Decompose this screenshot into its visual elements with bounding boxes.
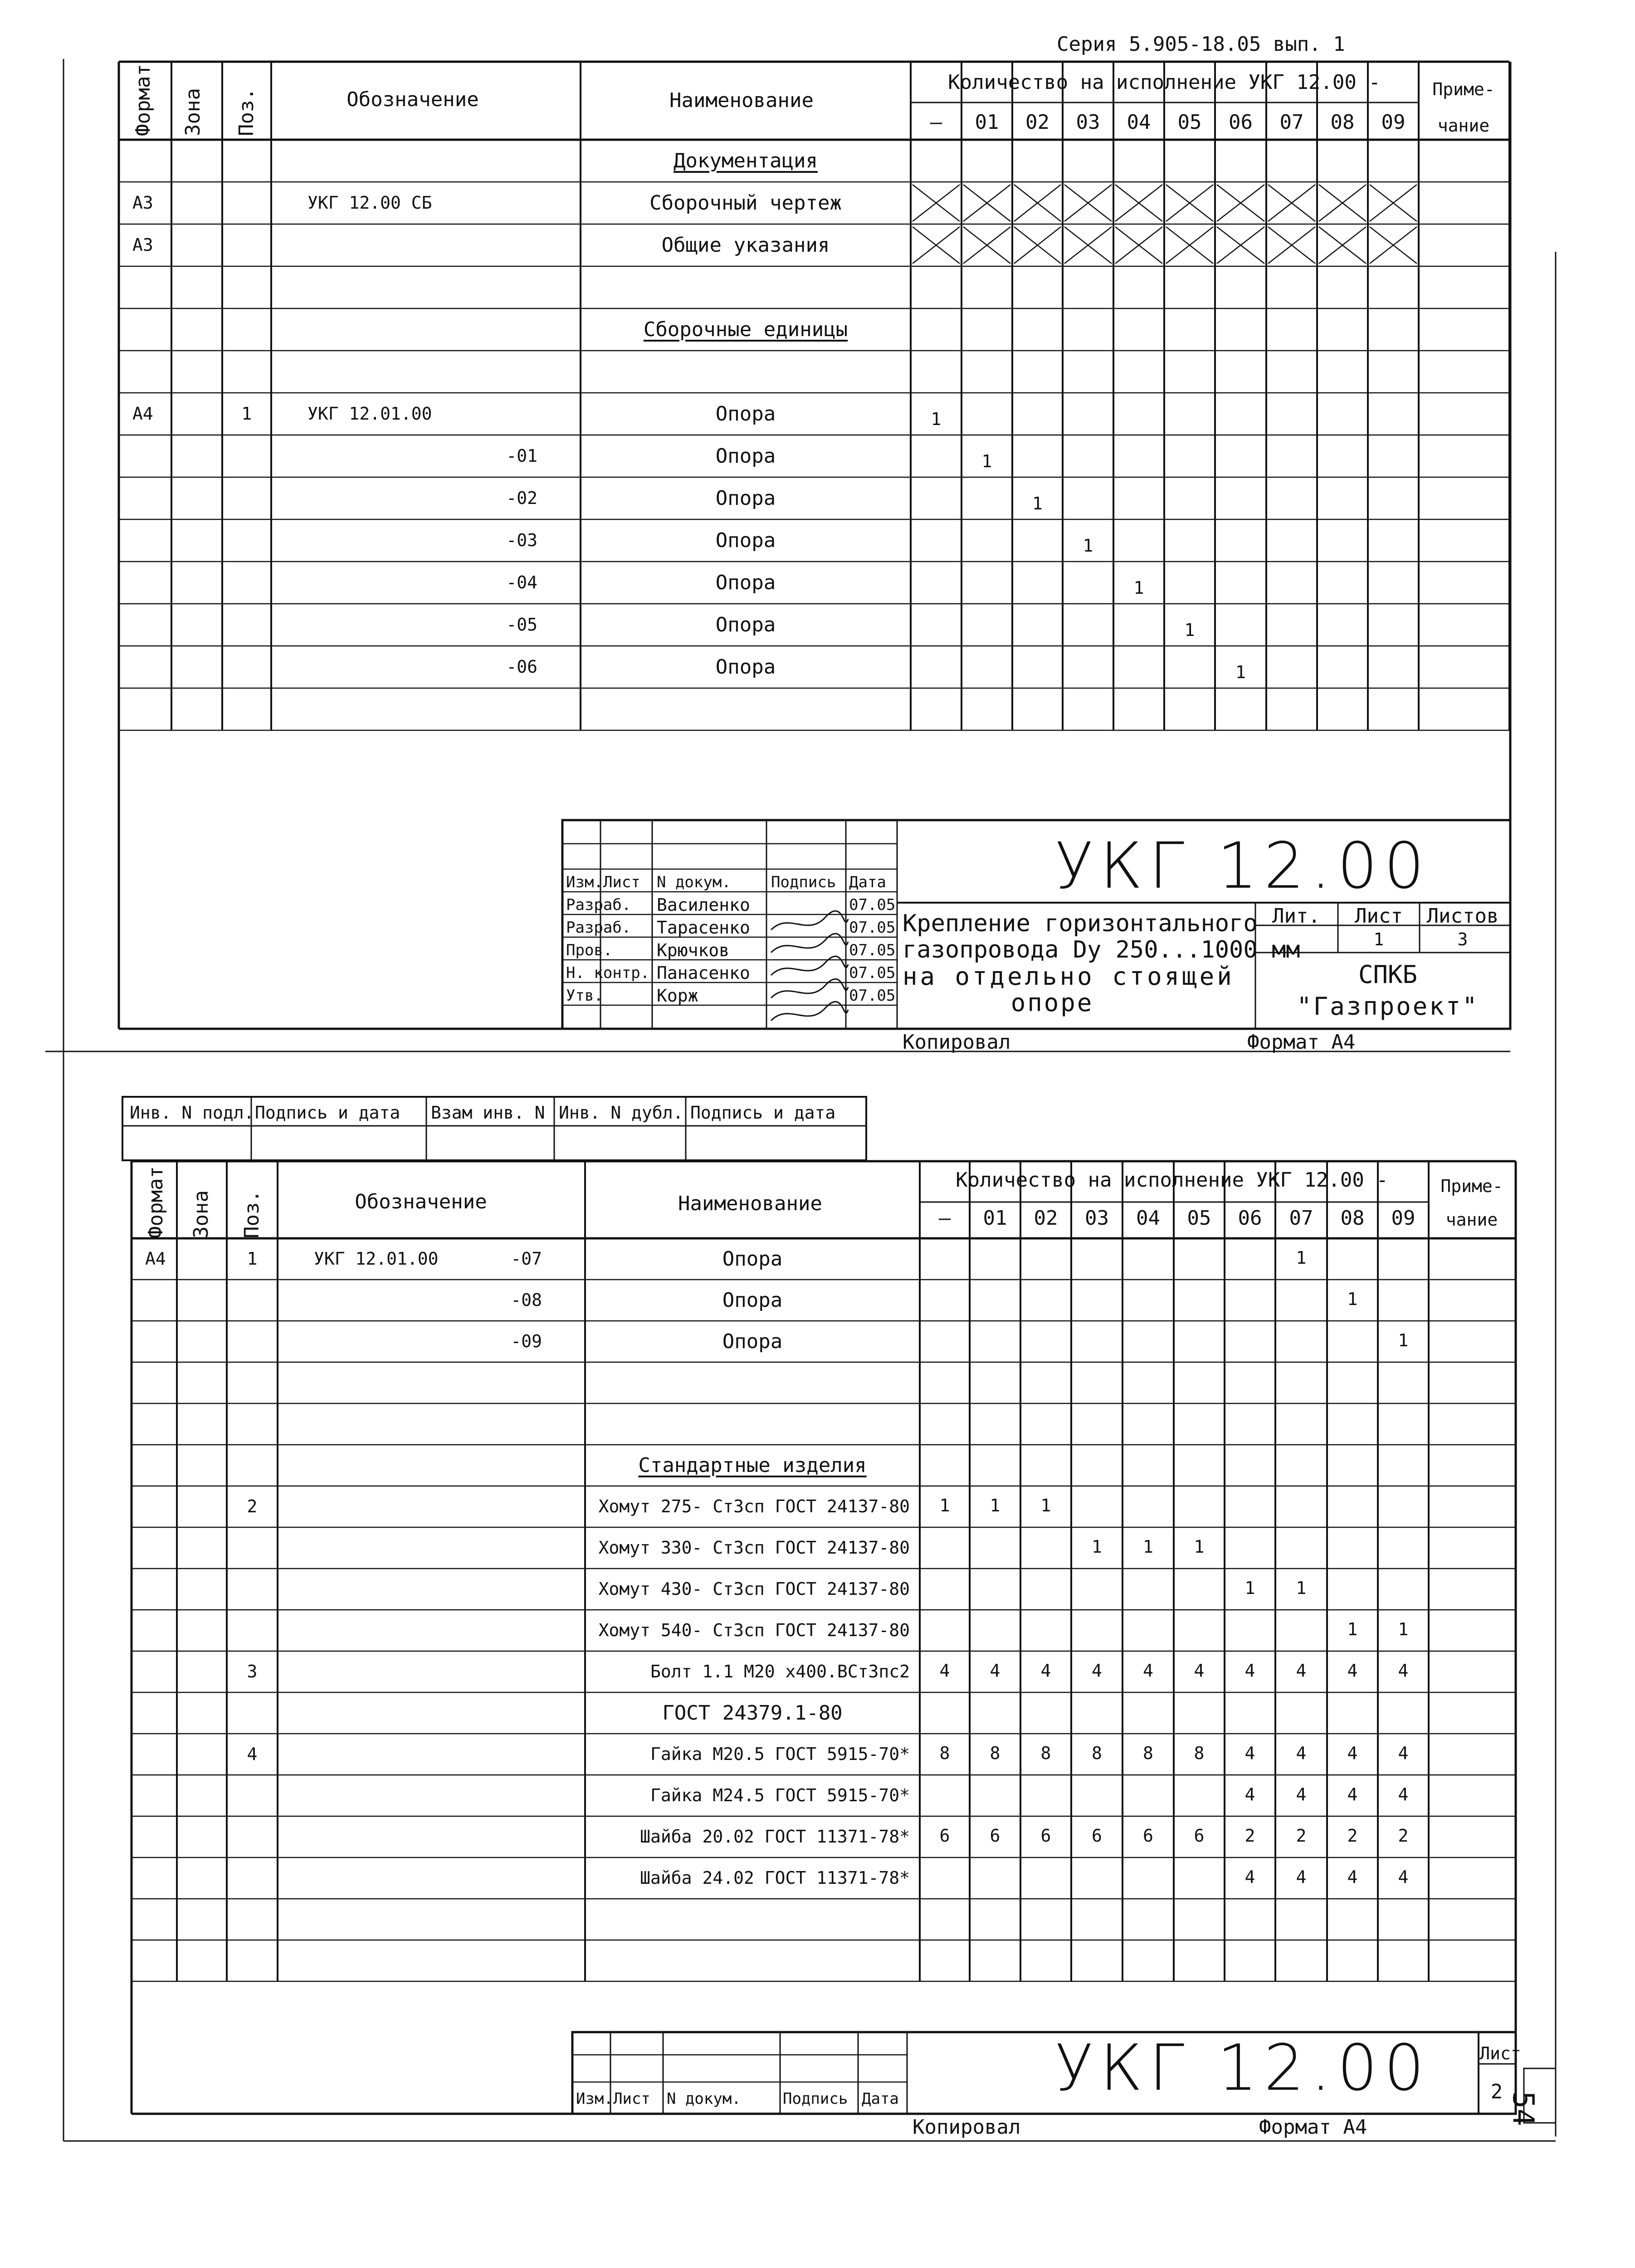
qty-cell: 1 xyxy=(981,451,992,471)
row-name: Гайка М24.5 ГОСТ 5915-70* xyxy=(650,1785,910,1805)
qty-cell: 4 xyxy=(1245,1660,1255,1681)
stamp-role: Утв. xyxy=(566,987,603,1005)
stamp-role: Пров. xyxy=(566,941,613,959)
qty-cell: 2 xyxy=(1347,1825,1358,1846)
col-name-label: Наименование xyxy=(669,89,814,112)
row-name: Гайка М20.5 ГОСТ 5915-70* xyxy=(650,1744,910,1764)
qty-cell: 1 xyxy=(1347,1289,1358,1309)
stamp1-hdr-izm: Изм. xyxy=(566,873,603,891)
row-name: Сборочный чертеж xyxy=(649,191,842,215)
stamp2-sheet-val: 2 xyxy=(1490,2080,1503,2103)
qty-cell: 4 xyxy=(1296,1660,1307,1681)
exec-col-2: 02 xyxy=(1034,1207,1058,1230)
stamp-person: Корж xyxy=(657,986,698,1006)
section-heading: Стандартные изделия xyxy=(638,1453,867,1477)
s2-note-header-2: чание xyxy=(1445,1210,1498,1230)
qty-cell: 4 xyxy=(1040,1660,1051,1681)
qty-cell: 2 xyxy=(1398,1825,1409,1846)
s2-col-zone-label: Зона xyxy=(190,1190,213,1238)
stamp1-org-1: СПКБ xyxy=(1358,960,1418,989)
qty-cell: 4 xyxy=(990,1660,1001,1681)
series-label: Серия 5.905-18.05 вып. 1 xyxy=(1057,33,1345,56)
qty-header: Количество на исполнение УКГ 12.00 - xyxy=(948,71,1381,94)
row-format: A4 xyxy=(145,1248,166,1269)
qty-cell: 1 xyxy=(939,1495,950,1515)
row-suffix: -09 xyxy=(511,1331,542,1351)
qty-cell: 1 xyxy=(1347,1619,1358,1639)
qty-cell: 4 xyxy=(939,1660,950,1681)
stamp1-hdr-list: Лист xyxy=(603,873,640,891)
side-inv-dubl: Инв. N дубл. xyxy=(559,1103,683,1123)
exec-col-8: 08 xyxy=(1330,111,1355,134)
qty-cell: 1 xyxy=(1092,1536,1102,1557)
s2-col-name-label: Наименование xyxy=(678,1192,822,1215)
qty-cell: 8 xyxy=(1092,1743,1102,1763)
section-heading: Сборочные единицы xyxy=(643,318,848,341)
row-suffix: -07 xyxy=(511,1248,542,1269)
stamp2-hdr-list: Лист xyxy=(613,2090,650,2108)
stamp-role: Разраб. xyxy=(566,919,631,937)
stamp1-title-3: на отдельно стоящей xyxy=(903,962,1235,991)
row-name: Общие указания xyxy=(661,233,830,257)
exec-col-1: 01 xyxy=(975,111,999,134)
qty-cell: 4 xyxy=(1398,1784,1409,1804)
stamp2-hdr-sign: Подпись xyxy=(783,2090,848,2108)
s2-qty-header: Количество на исполнение УКГ 12.00 - xyxy=(956,1168,1388,1192)
stamp1-hdr-sign: Подпись xyxy=(771,873,836,891)
qty-cell: 1 xyxy=(1040,1495,1051,1515)
row-designation: УКГ 12.00 СБ xyxy=(307,192,432,213)
row-suffix: -04 xyxy=(506,572,537,592)
s2-col-pos-label: Поз. xyxy=(240,1190,264,1238)
stamp1-title-1: Крепление горизонтального xyxy=(903,910,1258,937)
stamp1-sheets: Листов xyxy=(1426,904,1499,928)
row-name: ГОСТ 24379.1-80 xyxy=(662,1701,843,1725)
qty-cell: 4 xyxy=(1092,1660,1102,1681)
row-designation: УКГ 12.01.00 xyxy=(307,403,432,424)
row-name: Опора xyxy=(715,528,776,552)
stamp-person: Василенко xyxy=(657,895,750,915)
exec-col-4: 04 xyxy=(1127,111,1151,134)
row-format: A3 xyxy=(132,192,153,213)
stamp1-sheet-val: 1 xyxy=(1373,929,1384,949)
col-zone-label: Зона xyxy=(181,88,205,136)
qty-cell: 4 xyxy=(1245,1784,1255,1804)
exec-col-3: 03 xyxy=(1076,111,1100,134)
exec-col-2: 02 xyxy=(1025,111,1049,134)
stamp2-sheet: Лист xyxy=(1479,2043,1521,2063)
qty-cell: 4 xyxy=(1347,1660,1358,1681)
note-header-2: чание xyxy=(1437,116,1490,136)
row-format: A4 xyxy=(132,403,153,424)
row-name: Опора xyxy=(715,613,776,636)
qty-cell: 6 xyxy=(1092,1825,1102,1846)
row-name: Опора xyxy=(715,402,776,425)
col-designation-label: Обозначение xyxy=(347,88,479,111)
qty-cell: 4 xyxy=(1347,1743,1358,1763)
stamp1-code: УКГ 12.00 xyxy=(1054,829,1431,903)
stamp-date: 07.05 xyxy=(849,896,896,914)
stamp-role: Н. контр. xyxy=(566,964,650,982)
qty-cell: 2 xyxy=(1296,1825,1307,1846)
qty-cell: 8 xyxy=(1143,1743,1153,1763)
row-suffix: -01 xyxy=(506,445,537,466)
stamp1-copied: Копировал xyxy=(903,1031,1011,1054)
row-position: 1 xyxy=(247,1248,258,1269)
qty-cell: 4 xyxy=(1296,1743,1307,1763)
qty-cell: 6 xyxy=(1040,1825,1051,1846)
qty-cell: 8 xyxy=(990,1743,1001,1763)
qty-cell: 4 xyxy=(1296,1867,1307,1887)
exec-col-6: 06 xyxy=(1238,1207,1262,1230)
qty-cell: 6 xyxy=(1194,1825,1205,1846)
qty-cell: 4 xyxy=(1194,1660,1205,1681)
qty-cell: 1 xyxy=(1083,535,1093,556)
qty-cell: 1 xyxy=(1133,577,1144,598)
row-name: Шайба 24.02 ГОСТ 11371-78* xyxy=(640,1867,910,1888)
row-designation: УКГ 12.01.00 xyxy=(314,1248,439,1269)
row-name: Опора xyxy=(715,444,776,468)
qty-cell: 4 xyxy=(1143,1660,1153,1681)
qty-cell: 1 xyxy=(1194,1536,1205,1557)
col-format-label: Формат xyxy=(132,64,155,136)
qty-cell: 4 xyxy=(1347,1867,1358,1887)
s2-col-format-label: Формат xyxy=(144,1166,167,1238)
exec-col-7: 07 xyxy=(1279,111,1304,134)
row-name: Опора xyxy=(715,571,776,594)
side-sign-date-1: Подпись и дата xyxy=(255,1103,400,1123)
side-vzam-inv: Взам инв. N xyxy=(431,1103,545,1123)
qty-cell: 2 xyxy=(1245,1825,1255,1846)
stamp2-copied: Копировал xyxy=(913,2116,1021,2139)
exec-col-9: 09 xyxy=(1391,1207,1415,1230)
qty-cell: 1 xyxy=(1398,1330,1409,1350)
row-suffix: -08 xyxy=(511,1290,542,1310)
stamp-person: Тарасенко xyxy=(657,918,750,938)
col-pos-label: Поз. xyxy=(235,88,258,136)
exec-col-9: 09 xyxy=(1381,111,1406,134)
stamp1-sheets-val: 3 xyxy=(1457,929,1468,949)
qty-cell: 4 xyxy=(1245,1867,1255,1887)
qty-cell: 4 xyxy=(1398,1660,1409,1681)
qty-cell: 1 xyxy=(1296,1247,1307,1268)
exec-col-5: 05 xyxy=(1187,1207,1211,1230)
side-inv-podl: Инв. N подл. xyxy=(130,1103,254,1123)
section-heading: Документация xyxy=(674,149,818,172)
row-format: A3 xyxy=(132,235,153,255)
exec-col-3: 03 xyxy=(1085,1207,1109,1230)
stamp-date: 07.05 xyxy=(849,919,896,937)
qty-cell: 8 xyxy=(939,1743,950,1763)
row-position: 2 xyxy=(247,1496,258,1516)
stamp1-title-2: газопровода Dy 250...1000 мм xyxy=(903,936,1300,963)
qty-cell: 6 xyxy=(939,1825,950,1846)
row-position: 4 xyxy=(247,1744,258,1764)
s2-note-header-1: Приме- xyxy=(1440,1176,1503,1196)
qty-cell: 1 xyxy=(1235,662,1246,682)
row-name: Опора xyxy=(722,1288,783,1312)
stamp1-lit: Лит. xyxy=(1272,904,1320,928)
qty-cell: 1 xyxy=(990,1495,1001,1515)
qty-cell: 1 xyxy=(1398,1619,1409,1639)
stamp2-code: УКГ 12.00 xyxy=(1054,2031,1431,2105)
exec-col-0: – xyxy=(938,1207,951,1230)
row-name: Шайба 20.02 ГОСТ 11371-78* xyxy=(640,1826,910,1847)
row-name: Опора xyxy=(722,1330,783,1353)
exec-col-4: 04 xyxy=(1136,1207,1160,1230)
exec-col-8: 08 xyxy=(1340,1207,1365,1230)
stamp2-format: Формат А4 xyxy=(1259,2116,1367,2139)
qty-cell: 4 xyxy=(1347,1784,1358,1804)
exec-col-1: 01 xyxy=(983,1207,1007,1230)
row-suffix: -06 xyxy=(506,656,537,677)
exec-col-6: 06 xyxy=(1229,111,1253,134)
row-name: Хомут 430- Ст3сп ГОСТ 24137-80 xyxy=(598,1579,910,1599)
page-number: 54 xyxy=(1506,2091,1540,2126)
row-position: 1 xyxy=(241,403,252,424)
qty-cell: 4 xyxy=(1296,1784,1307,1804)
row-suffix: -05 xyxy=(506,614,537,635)
stamp-person: Крючков xyxy=(657,940,730,960)
stamp1-hdr-date: Дата xyxy=(849,873,886,891)
row-name: Хомут 275- Ст3сп ГОСТ 24137-80 xyxy=(598,1496,910,1516)
qty-cell: 6 xyxy=(1143,1825,1153,1846)
stamp1-hdr-doc: N докум. xyxy=(657,873,731,891)
stamp2-hdr-doc: N докум. xyxy=(667,2090,741,2108)
qty-cell: 8 xyxy=(1040,1743,1051,1763)
qty-cell: 8 xyxy=(1194,1743,1205,1763)
stamp-date: 07.05 xyxy=(849,964,896,982)
row-suffix: -03 xyxy=(506,530,537,550)
row-position: 3 xyxy=(247,1661,258,1681)
stamp1-title-4: опоре xyxy=(1010,988,1094,1017)
qty-cell: 1 xyxy=(1296,1578,1307,1598)
row-name: Опора xyxy=(715,486,776,510)
qty-cell: 4 xyxy=(1398,1867,1409,1887)
stamp1-sheet: Лист xyxy=(1355,904,1403,928)
stamp-person: Панасенко xyxy=(657,963,750,983)
qty-cell: 1 xyxy=(1245,1578,1255,1598)
row-name: Хомут 330- Ст3сп ГОСТ 24137-80 xyxy=(598,1537,910,1558)
stamp-role: Разраб. xyxy=(566,896,631,914)
stamp1-format: Формат А4 xyxy=(1247,1031,1356,1054)
stamp-date: 07.05 xyxy=(849,941,896,959)
exec-col-5: 05 xyxy=(1177,111,1202,134)
qty-cell: 1 xyxy=(1143,1536,1153,1557)
qty-cell: 4 xyxy=(1398,1743,1409,1763)
qty-cell: 1 xyxy=(1184,620,1195,640)
side-sign-date-2: Подпись и дата xyxy=(690,1103,836,1123)
qty-cell: 1 xyxy=(931,409,942,429)
row-name: Опора xyxy=(715,655,776,679)
row-suffix: -02 xyxy=(506,488,537,508)
stamp1-org-2: "Газпроект" xyxy=(1297,992,1479,1021)
qty-cell: 6 xyxy=(990,1825,1001,1846)
s2-col-designation-label: Обозначение xyxy=(355,1190,487,1213)
qty-cell: 1 xyxy=(1032,493,1043,513)
row-name: Опора xyxy=(722,1247,783,1271)
note-header-1: Приме- xyxy=(1432,79,1495,99)
row-name: Болт 1.1 М20 х400.ВСт3пс2 xyxy=(650,1661,910,1681)
stamp2-hdr-date: Дата xyxy=(862,2090,899,2108)
exec-col-7: 07 xyxy=(1289,1207,1313,1230)
exec-col-0: – xyxy=(930,111,942,134)
qty-cell: 4 xyxy=(1245,1743,1255,1763)
row-name: Хомут 540- Ст3сп ГОСТ 24137-80 xyxy=(598,1620,910,1640)
stamp-date: 07.05 xyxy=(849,987,896,1005)
stamp2-hdr-izm: Изм. xyxy=(576,2090,613,2108)
